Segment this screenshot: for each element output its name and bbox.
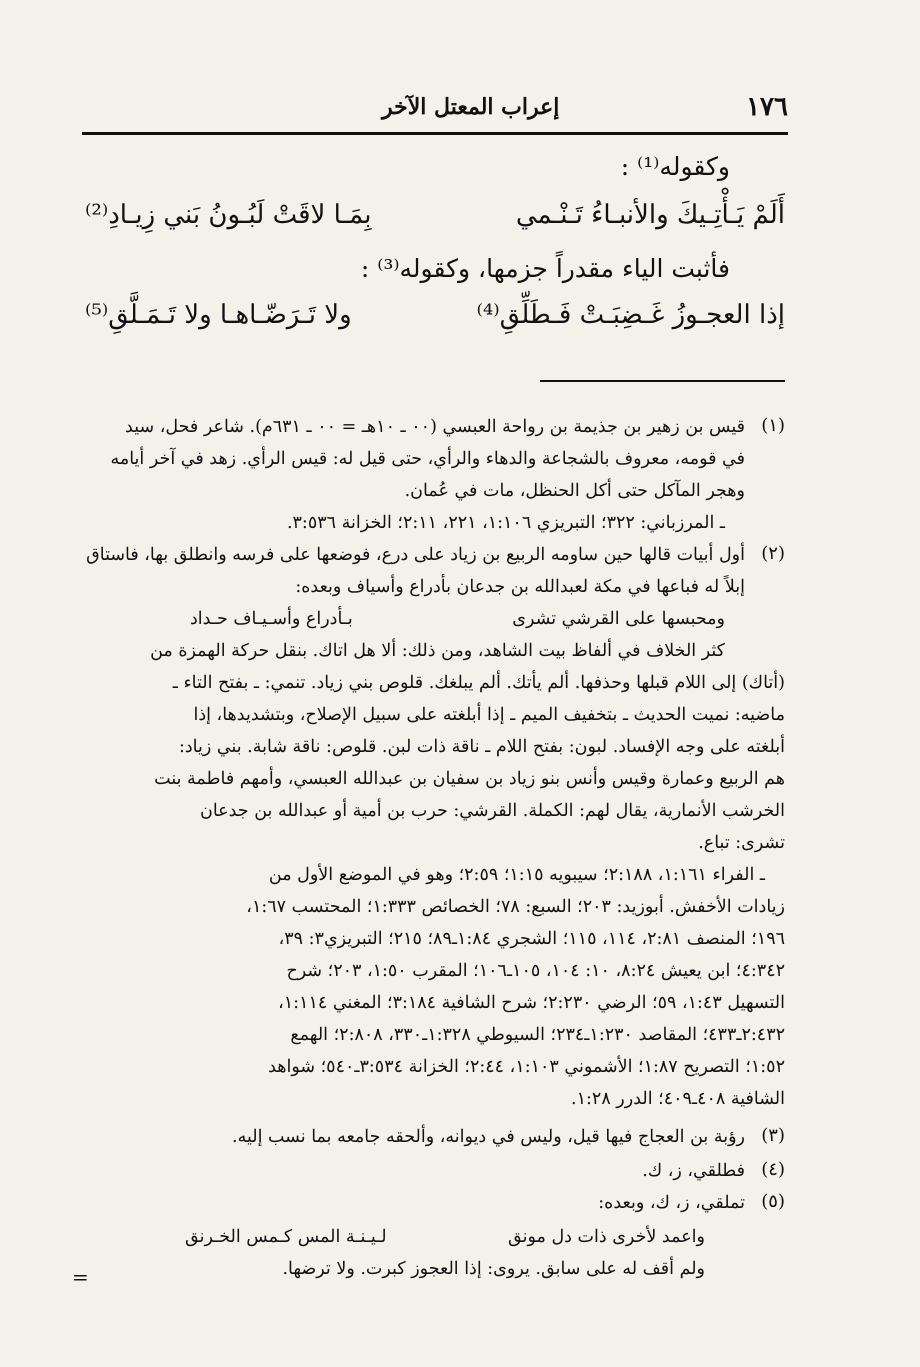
footnote-5-verse-first-hemistich: واعمد لأخرى ذات دل مونق: [508, 1227, 705, 1247]
footnote-2-line: الخرشب الأنمارية، يقال لهم: الكملة. القرشي: حرب بن أمية أو عبدالله بن جدعان: [200, 801, 785, 821]
footnote-2-verse-first-hemistich: ومحبسها على القرشي تشرى: [512, 609, 725, 629]
footnote-2-sources-line: ٢:٤٣٢ـ٤٣٣؛ المقاصد ١:٢٣٠ـ٢٣٤؛ السيوطي ١:٣٢٨ـ٣٣٠، ٢:٨٠٨؛ الهمع: [290, 1025, 785, 1045]
footnote-2-sources-line: ٤:٣٤٢؛ ابن يعيش ٨:٢٤، ١٠: ١٠٤، ١٠٥ـ١٠٦؛ المقرب ١:٥٠، ٢٠٣؛ شرح: [286, 961, 785, 981]
verse-2-first-hemistich: إذا العجـوزُ غَـضِبَـتْ فَـطَلِّقِ⁽⁴⁾: [476, 300, 785, 330]
footnote-number-3: (٣): [761, 1125, 785, 1146]
footnote-2-line: كثر الخلاف في ألفاظ بيت الشاهد، ومن ذلك: ألا هل اتاك. بنقل حركة الهمزة من: [150, 641, 725, 661]
footnote-number-4: (٤): [761, 1159, 785, 1180]
footnote-number-1: (١): [761, 415, 785, 436]
page-number: ١٧٦: [746, 92, 788, 122]
intro-line-2: فأثبت الياء مقدراً جزمها، وكقوله⁽³⁾ :: [360, 254, 730, 283]
footnote-4-text: فطلقي، ز، ك.: [642, 1161, 745, 1181]
verse-1-second-hemistich: بِمَـا لاقَتْ لَبُـونُ بَني زِيـادِ⁽²⁾: [85, 200, 372, 230]
footnote-2-line: أبلغته على وجه الإفساد. لبون: بفتح اللام ـ ناقة ذات لبن. قلوص: ناقة شابة. بني زياد:: [178, 737, 785, 757]
footnote-2-line: (أتاك) إلى اللام قبلها وحذفها. ألم يأتك. ألم يبلغك. قلوص بني زياد. تنمي: ـ بفتح التاء ـ: [172, 673, 785, 693]
footnote-2-line: إبلاً له فباعها في مكة لعبدالله بن جدعان بأدراع وأسياف وبعده:: [295, 577, 745, 597]
footnote-1-line: قيس بن زهير بن جذيمة بن رواحة العبسي (٠٠ ـ ١٠هـ = ٠٠ ـ ٦٣١م). شاعر فحل، سيد: [125, 417, 745, 437]
footnote-number-5: (٥): [761, 1191, 785, 1212]
footnote-2-sources-line: الشافية ٤٠٨ـ٤٠٩؛ الدرر ١:٢٨.: [571, 1089, 785, 1109]
footnote-rule: [540, 380, 785, 382]
header-rule: [82, 132, 788, 135]
footnote-2-line: هم الربيع وعمارة وقيس وأنس بنو زياد بن سفيان بن عبدالله العبسي، وأمهم فاطمة بنت: [154, 769, 785, 789]
verse-1-first-hemistich: أَلَمْ يَـأْتِـيكَ والأنبـاءُ تَـنْـمي: [515, 200, 785, 230]
footnote-2-sources-line: ـ الفراء ١:١٦١، ٢:١٨٨؛ سيبويه ١:١٥؛ ٢:٥٩؛ وهو في الموضع الأول من: [268, 865, 765, 885]
footnote-2-line: تشرى: تباع.: [698, 833, 785, 853]
footnote-2-sources-line: ١:٥٢؛ التصريح ١:٨٧؛ الأشموني ١:١٠٣، ٢:٤٤؛ الخزانة ٣:٥٣٤ـ٥٤٠؛ شواهد: [268, 1057, 785, 1077]
footnote-5-line: ولم أقف له على سابق. يروى: إذا العجوز كبرت. ولا ترضها.: [282, 1259, 705, 1279]
footnote-1-line: في قومه، معروف بالشجاعة والدهاء والرأي، حتى قيل له: قيس الرأي. زهد في آخر أيامه: [110, 449, 745, 469]
footnote-2-sources-line: ١٩٦؛ المنصف ٢:٨١، ١١٤، ١١٥؛ الشجري ١:٨٤ـ٨٩؛ ٢١٥؛ التبريزي٣: ٣٩،: [278, 929, 785, 949]
footnote-2-sources-line: التسهيل ١:٤٣، ٥٩؛ الرضي ٢:٢٣٠؛ شرح الشافية ٣:١٨٤؛ المغني ١:١١٤،: [278, 993, 785, 1013]
footnote-1-line: ـ المرزباني: ٣٢٢؛ التبريزي ١:١٠٦، ٢٢١، ٢:١١؛ الخزانة ٣:٥٣٦.: [286, 513, 725, 533]
footnote-5-verse-second-hemistich: لـيـنـة المس كـمس الخـرنق: [185, 1227, 387, 1247]
footnote-3-text: رؤبة بن العجاج فيها قيل، وليس في ديوانه، وألحقه جامعه بما نسب إليه.: [232, 1127, 745, 1147]
verse-2-second-hemistich: ولا تَـرَضّـاهـا ولا تَـمَـلَّقِ⁽⁵⁾: [85, 300, 352, 330]
footnote-1-line: وهجر المآكل حتى أكل الحنظل، مات في عُمان.: [404, 481, 745, 501]
footnote-number-2: (٢): [761, 543, 785, 564]
intro-line-1: وكقوله⁽¹⁾ :: [620, 152, 730, 181]
footnote-2-line: أول أبيات قالها حين ساومه الربيع بن زياد على درع، فوضعها على فرسه وانطلق بها، فاستاق: [86, 545, 745, 565]
footnote-2-verse-second-hemistich: بـأدراع وأسـيـاف حـداد: [190, 609, 353, 629]
footnote-2-line: ماضيه: نميت الحديث ـ بتخفيف الميم ـ إذا أبلغته على سبيل الإصلاح، وبتشديدها، إذا: [193, 705, 785, 725]
margin-mark: =: [72, 1265, 89, 1289]
page-header: [82, 92, 788, 128]
running-title: إعراب المعتل الآخر: [382, 94, 560, 120]
footnote-5-line: تملقي، ز، ك، وبعده:: [598, 1193, 745, 1213]
footnote-2-sources-line: زيادات الأخفش. أبوزيد: ٢٠٣؛ السبع: ٧٨؛ الخصائص ١:٣٣٣؛ المحتسب ١:٦٧،: [246, 897, 785, 917]
